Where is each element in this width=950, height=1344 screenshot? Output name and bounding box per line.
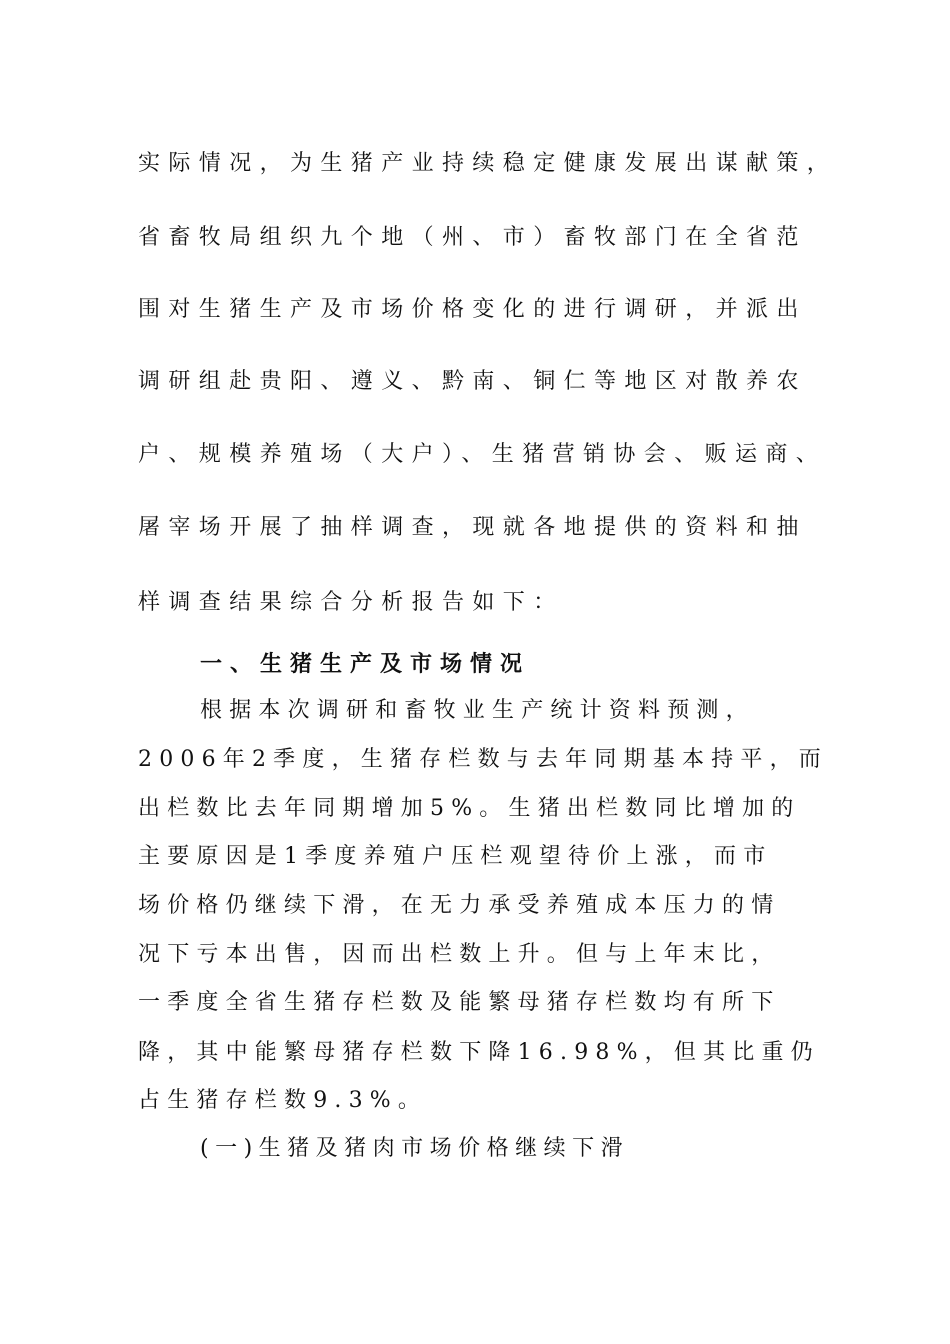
- paragraph-line: 况下亏本出售，因而出栏数上升。但与上年末比，: [138, 942, 781, 967]
- paragraph-line: 降，其中能繁母猪存栏数下降16.98%，但其比重仍: [138, 1040, 820, 1065]
- paragraph-line: 围对生猪生产及市场价格变化的进行调研，并派出: [138, 297, 807, 322]
- paragraph-line: 占生猪存栏数9.3%。: [138, 1088, 428, 1113]
- paragraph-line: 户、规模养殖场（大户）、生猪营销协会、贩运商、: [138, 442, 827, 467]
- paragraph-line: 屠宰场开展了抽样调查，现就各地提供的资料和抽: [138, 515, 807, 540]
- paragraph-line: 场价格仍继续下滑，在无力承受养殖成本压力的情: [138, 893, 781, 918]
- paragraph-line: 主要原因是1季度养殖户压栏观望待价上涨，而市: [138, 844, 773, 869]
- paragraph-line: 调研组赴贵阳、遵义、黔南、铜仁等地区对散养农: [138, 369, 807, 394]
- section-heading: 一、生猪生产及市场情况: [200, 651, 531, 677]
- paragraph-line: 省畜牧局组织九个地（州、市）畜牧部门在全省范: [138, 225, 807, 250]
- paragraph-line: 一季度全省生猪存栏数及能繁母猪存栏数均有所下: [138, 990, 781, 1015]
- paragraph-line: 出栏数比去年同期增加5%。生猪出栏数同比增加的: [138, 796, 801, 821]
- paragraph-line: 实际情况，为生猪产业持续稳定健康发展出谋献策，: [138, 151, 838, 176]
- paragraph-line: 根据本次调研和畜牧业生产统计资料预测，: [200, 698, 755, 723]
- paragraph-line: 样调查结果综合分析报告如下：: [138, 590, 564, 615]
- subsection-heading: (一)生猪及猪肉市场价格继续下滑: [200, 1136, 630, 1161]
- paragraph-line: 2006年2季度，生猪存栏数与去年同期基本持平，而: [138, 747, 828, 772]
